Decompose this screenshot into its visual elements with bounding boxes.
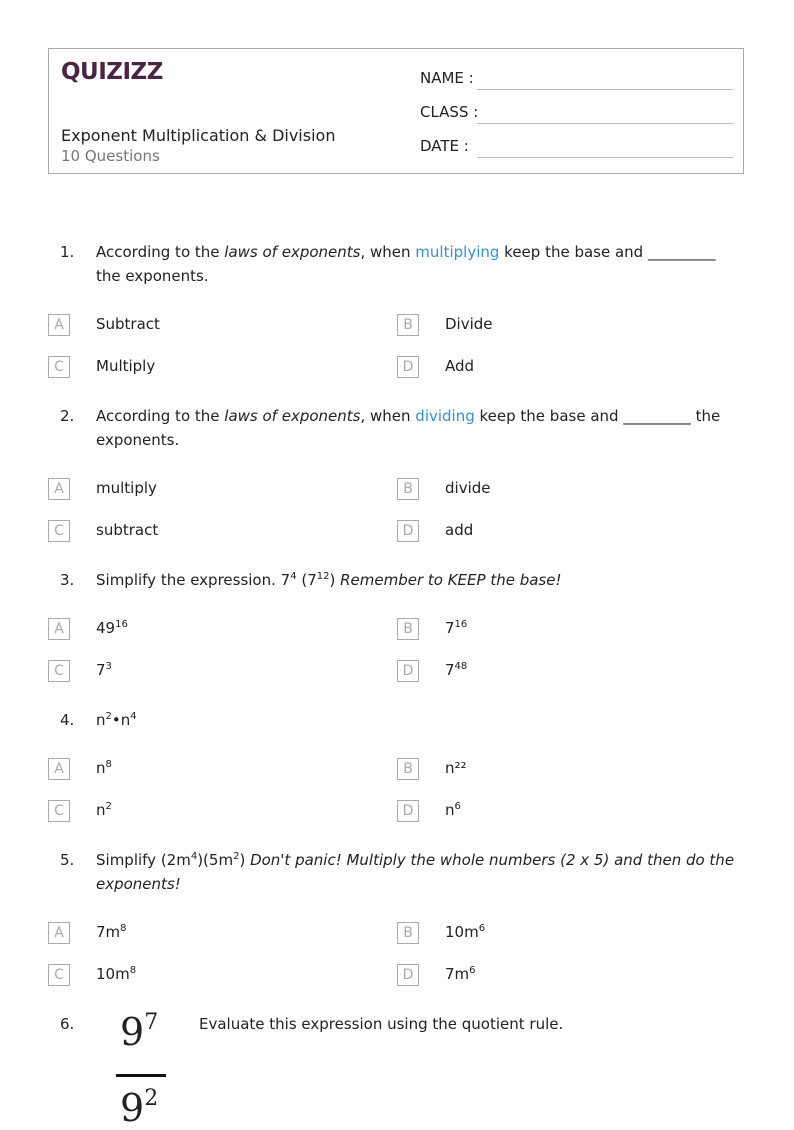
option-text: $10m^6$ <box>445 923 486 941</box>
question-text: Simplify the expression. $7^4$ $(7^{12})$ Remember to KEEP the base! <box>96 571 562 589</box>
option-letter-box: A <box>48 758 70 780</box>
option-text: Multiply <box>96 357 156 375</box>
option-letter-box: A <box>48 618 70 640</box>
date-line[interactable] <box>477 157 733 158</box>
option-text: $n^8$ <box>96 759 112 777</box>
option-letter-box: C <box>48 356 70 378</box>
quizizz-logo: QUIZIZZ <box>61 59 163 85</box>
option-text: multiply <box>96 479 157 497</box>
option-letter-box: A <box>48 922 70 944</box>
option-letter-box: D <box>397 964 419 986</box>
option-letter-box: B <box>397 758 419 780</box>
option-text: $7^{48}$ <box>445 661 468 679</box>
option-letter-box: A <box>48 478 70 500</box>
option-letter-box: B <box>397 478 419 500</box>
option-text: $7^3$ <box>96 661 112 679</box>
option-text: Divide <box>445 315 493 333</box>
question-text: Evaluate this expression using the quotient rule. <box>199 1015 564 1033</box>
question-number: 5. <box>60 851 75 869</box>
question-count: 10 Questions <box>61 147 160 165</box>
class-label: CLASS : <box>420 103 479 121</box>
option-text: $n^2$ <box>96 801 112 819</box>
option-letter-box: B <box>397 618 419 640</box>
option-letter-box: D <box>397 356 419 378</box>
option-text: n²² <box>445 759 467 777</box>
option-text: Subtract <box>96 315 160 333</box>
option-letter-box: C <box>48 520 70 542</box>
fraction-numerator: $9^7$ <box>120 1010 159 1054</box>
option-letter-box: D <box>397 520 419 542</box>
option-text: $10m^8$ <box>96 965 137 983</box>
question-text: $n^2•n^4$ <box>96 711 137 729</box>
worksheet-title: Exponent Multiplication & Division <box>61 126 336 145</box>
option-text: $7m^8$ <box>96 923 127 941</box>
option-text: $n^6$ <box>445 801 461 819</box>
option-letter-box: C <box>48 800 70 822</box>
question-text: According to the laws of exponents, when multiplying keep the base and _________ the exponents. <box>96 243 716 285</box>
fraction-bar <box>116 1074 166 1077</box>
option-letter-box: B <box>397 314 419 336</box>
question-text: Simplify $(2m^4)(5m^2)$ Don't panic! Multiply the whole numbers (2 x 5) and then do the exponents! <box>96 851 735 893</box>
question-number: 6. <box>60 1015 75 1033</box>
option-letter-box: A <box>48 314 70 336</box>
class-line[interactable] <box>477 123 733 124</box>
option-letter-box: B <box>397 922 419 944</box>
option-text: Add <box>445 357 475 375</box>
question-number: 2. <box>60 407 75 425</box>
question-number: 3. <box>60 571 75 589</box>
option-text: subtract <box>96 521 159 539</box>
option-text: $7m^6$ <box>445 965 476 983</box>
name-line[interactable] <box>477 89 733 90</box>
question-number: 1. <box>60 243 75 261</box>
option-letter-box: D <box>397 800 419 822</box>
date-label: DATE : <box>420 137 469 155</box>
name-label: NAME : <box>420 69 474 87</box>
option-text: $7^{16}$ <box>445 619 468 637</box>
option-text: divide <box>445 479 491 497</box>
option-letter-box: C <box>48 660 70 682</box>
option-text: add <box>445 521 474 539</box>
option-text: $49^{16}$ <box>96 619 128 637</box>
question-number: 4. <box>60 711 75 729</box>
option-letter-box: D <box>397 660 419 682</box>
option-letter-box: C <box>48 964 70 986</box>
fraction-denominator: $9^2$ <box>120 1086 159 1130</box>
worksheet-header <box>48 48 744 174</box>
question-text: According to the laws of exponents, when dividing keep the base and _________ the exponents. <box>96 407 721 449</box>
